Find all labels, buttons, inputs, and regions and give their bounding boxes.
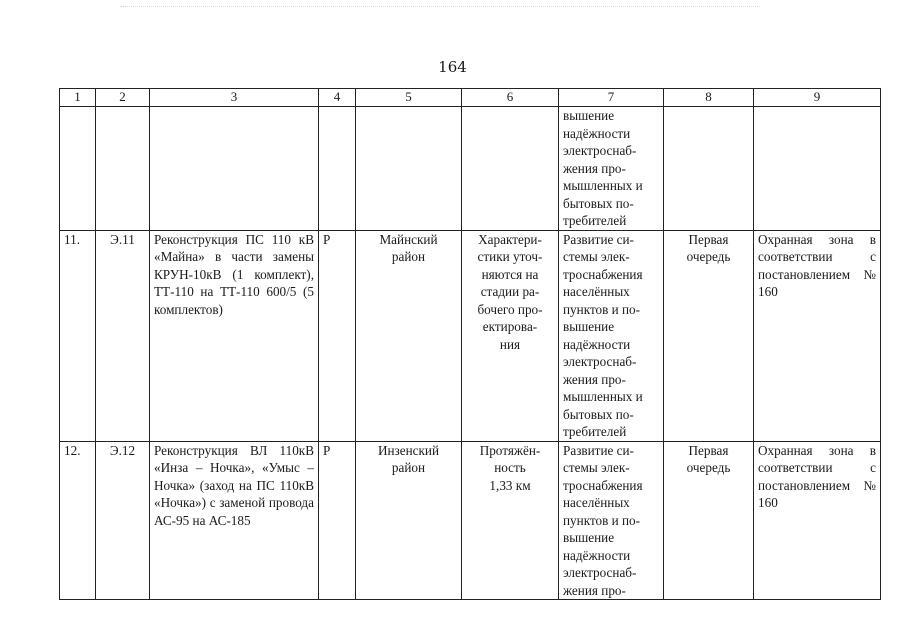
header-col-1: 1: [60, 89, 96, 107]
object-location: Майнский район: [356, 230, 462, 441]
planning-table: [59, 88, 881, 600]
object-type: [319, 107, 356, 231]
row-number: [60, 107, 96, 231]
object-zone: Охранная зона в соответствии с постановлением № 160: [754, 230, 881, 441]
table-row-12: [60, 441, 881, 600]
object-purpose: Развитие си- стемы элек- троснабжения населённых пунктов и по- вышение надёжности электроснаб- жения про- мышленных и бытовых по- требителей: [559, 230, 664, 441]
scan-artifact-line: [120, 6, 760, 9]
object-location: [356, 107, 462, 231]
page-number: 164: [438, 58, 467, 76]
object-characteristics: [462, 107, 559, 231]
object-location: Инзенский район: [356, 441, 462, 600]
object-zone: [754, 107, 881, 231]
object-queue: Первая очередь: [664, 441, 754, 600]
table-row-continuation: [60, 107, 881, 231]
object-purpose: Развитие си- стемы элек- троснабжения населённых пунктов и по- вышение надёжности электроснаб- жения про-: [559, 441, 664, 600]
header-col-7: 7: [559, 89, 664, 107]
object-code: Э.11: [96, 230, 150, 441]
object-description: [150, 107, 319, 231]
table-row-11: [60, 230, 881, 441]
header-col-9: 9: [754, 89, 881, 107]
object-purpose: вышение надёжности электроснаб- жения про- мышленных и бытовых по- требителей: [559, 107, 664, 231]
header-col-3: 3: [150, 89, 319, 107]
row-number: 11.: [60, 230, 96, 441]
header-row: [60, 89, 881, 107]
header-col-5: 5: [356, 89, 462, 107]
object-description: Реконструкция ВЛ 110кВ «Инза – Ночка», «Умыс – Ночка» (заход на ПС 110кВ «Ночка») с заменой провода АС-95 на АС-185: [150, 441, 319, 600]
object-queue: [664, 107, 754, 231]
object-zone: Охранная зона в соответствии с постановлением № 160: [754, 441, 881, 600]
object-code: [96, 107, 150, 231]
header-col-2: 2: [96, 89, 150, 107]
row-number: 12.: [60, 441, 96, 600]
object-type: Р: [319, 230, 356, 441]
object-type: Р: [319, 441, 356, 600]
object-characteristics: Протяжён- ность 1,33 км: [462, 441, 559, 600]
object-description: Реконструкция ПС 110 кВ «Майна» в части замены КРУН-10кВ (1 комплект), ТТ-110 на ТТ-110 600/5 (5 комплектов): [150, 230, 319, 441]
header-col-6: 6: [462, 89, 559, 107]
header-col-8: 8: [664, 89, 754, 107]
object-queue: Первая очередь: [664, 230, 754, 441]
header-col-4: 4: [319, 89, 356, 107]
object-code: Э.12: [96, 441, 150, 600]
object-characteristics: Характери- стики уточ- няются на стадии ра- бочего про- ектирова- ния: [462, 230, 559, 441]
